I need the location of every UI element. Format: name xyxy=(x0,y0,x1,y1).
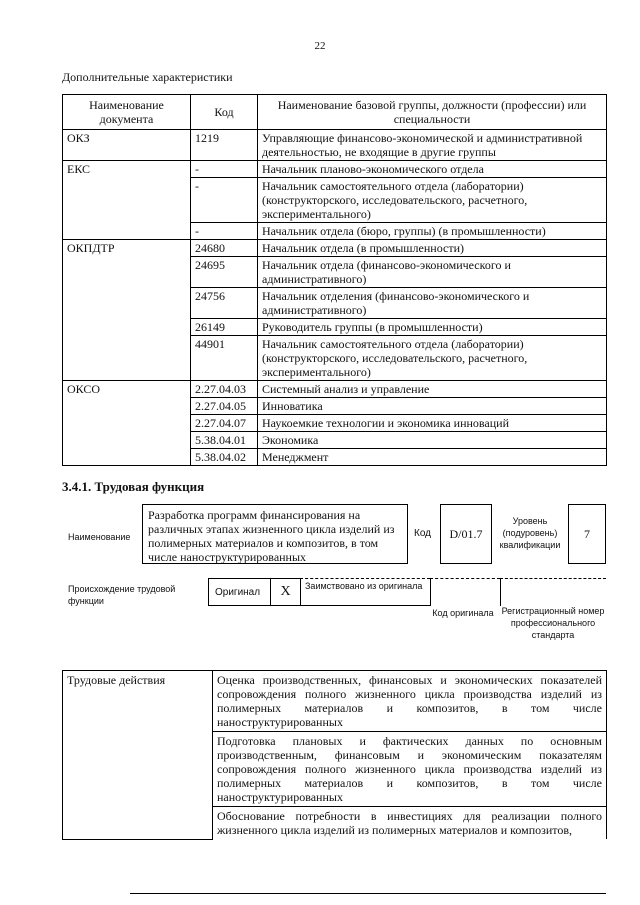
code-cell: 24695 xyxy=(191,257,258,288)
divider xyxy=(130,893,606,894)
name-cell: Начальник отдела (бюро, группы) (в промышленности) xyxy=(258,223,607,240)
original-cell: Оригинал xyxy=(208,578,270,606)
code-cell: 24680 xyxy=(191,240,258,257)
page-number: 22 xyxy=(314,40,326,52)
characteristics-table xyxy=(62,94,607,466)
table-row xyxy=(63,671,607,732)
code-cell: 2.27.04.05 xyxy=(191,398,258,415)
name-cell: Начальник самостоятельного отдела (лаборатории) (конструкторского, исследовательского, расчетного, экспериментального) xyxy=(258,336,607,381)
name-cell: Экономика xyxy=(258,432,607,449)
doc-cell: ЕКС xyxy=(63,161,191,240)
name-cell: Инноватика xyxy=(258,398,607,415)
table-header-row xyxy=(63,95,607,130)
doc-cell: ОКСО xyxy=(63,381,191,466)
function-code-box: D/01.7 xyxy=(440,504,492,564)
borrowed-cell: Заимствовано из оригинала xyxy=(300,578,430,606)
code-original-cell xyxy=(430,578,500,606)
origin-label: Происхождение трудовой функции xyxy=(68,584,176,606)
code-cell: - xyxy=(191,161,258,178)
name-cell: Начальник самостоятельного отдела (лаборатории) (конструкторского, исследовательского, расчетного, экспериментального) xyxy=(258,178,607,223)
level-label: Уровень (подуровень) квалификации xyxy=(499,516,561,550)
code-original-label: Код оригинала xyxy=(432,608,494,618)
code-cell: 2.27.04.07 xyxy=(191,415,258,432)
code-cell: 1219 xyxy=(191,130,258,161)
code-cell: 26149 xyxy=(191,319,258,336)
table-row xyxy=(63,130,607,161)
code-cell: 24756 xyxy=(191,288,258,319)
function-heading: 3.4.1. Трудовая функция xyxy=(62,479,205,494)
level-box: 7 xyxy=(568,504,606,564)
code-cell: 5.38.04.02 xyxy=(191,449,258,466)
origin-row xyxy=(208,578,606,606)
original-mark: X xyxy=(270,578,300,606)
code-cell: 44901 xyxy=(191,336,258,381)
table-row xyxy=(63,161,607,178)
name-cell: Начальник планово-экономического отдела xyxy=(258,161,607,178)
reg-number-cell xyxy=(500,578,606,606)
table-row xyxy=(63,381,607,398)
header-group-name: Наименование базовой группы, должности (профессии) или специальности xyxy=(258,95,607,130)
table-row xyxy=(63,240,607,257)
action-item: Подготовка плановых и фактических данных по основным производственным, финансовым и экономическим показателям сопровождения полного жизненного цикла производства изделий из полимерных материалов и композитов, в том числе наноструктурированных xyxy=(213,732,607,807)
name-cell: Управляющие финансово-экономической и административной деятельностью, не входящие в другие группы xyxy=(258,130,607,161)
reg-number-label: Регистрационный номер профессионального стандарта xyxy=(501,606,605,640)
code-cell: 2.27.04.03 xyxy=(191,381,258,398)
name-cell: Руководитель группы (в промышленности) xyxy=(258,319,607,336)
code-cell: - xyxy=(191,223,258,240)
name-cell: Начальник отдела (в промышленности) xyxy=(258,240,607,257)
labor-actions-table xyxy=(62,670,607,840)
doc-cell: ОКПДТР xyxy=(63,240,191,381)
code-cell: 5.38.04.01 xyxy=(191,432,258,449)
doc-cell: ОКЗ xyxy=(63,130,191,161)
header-code: Код xyxy=(191,95,258,130)
name-cell: Менеджмент xyxy=(258,449,607,466)
header-document: Наименование документа xyxy=(63,95,191,130)
code-label: Код xyxy=(414,528,432,539)
section-title: Дополнительные характеристики xyxy=(62,70,233,84)
name-cell: Начальник отдела (финансово-экономического и административного) xyxy=(258,257,607,288)
name-cell: Наукоемкие технологии и экономика инноваций xyxy=(258,415,607,432)
function-name-box: Разработка программ финансирования на различных этапах жизненного цикла изделий из полимерных материалов и композитов, в том числе наноструктурированных xyxy=(142,504,408,564)
name-cell: Системный анализ и управление xyxy=(258,381,607,398)
name-label: Наименование xyxy=(68,532,131,542)
code-cell: - xyxy=(191,178,258,223)
action-item: Обоснование потребности в инвестициях для реализации полного жизненного цикла изделий из полимерных материалов и композитов, xyxy=(213,807,607,840)
actions-label: Трудовые действия xyxy=(63,671,213,840)
name-cell: Начальник отделения (финансово-экономического и административного) xyxy=(258,288,607,319)
action-item: Оценка производственных, финансовых и экономических показателей сопровождения полного жизненного цикла производства изделий из полимерных материалов и композитов, в том числе наноструктурированных xyxy=(213,671,607,732)
